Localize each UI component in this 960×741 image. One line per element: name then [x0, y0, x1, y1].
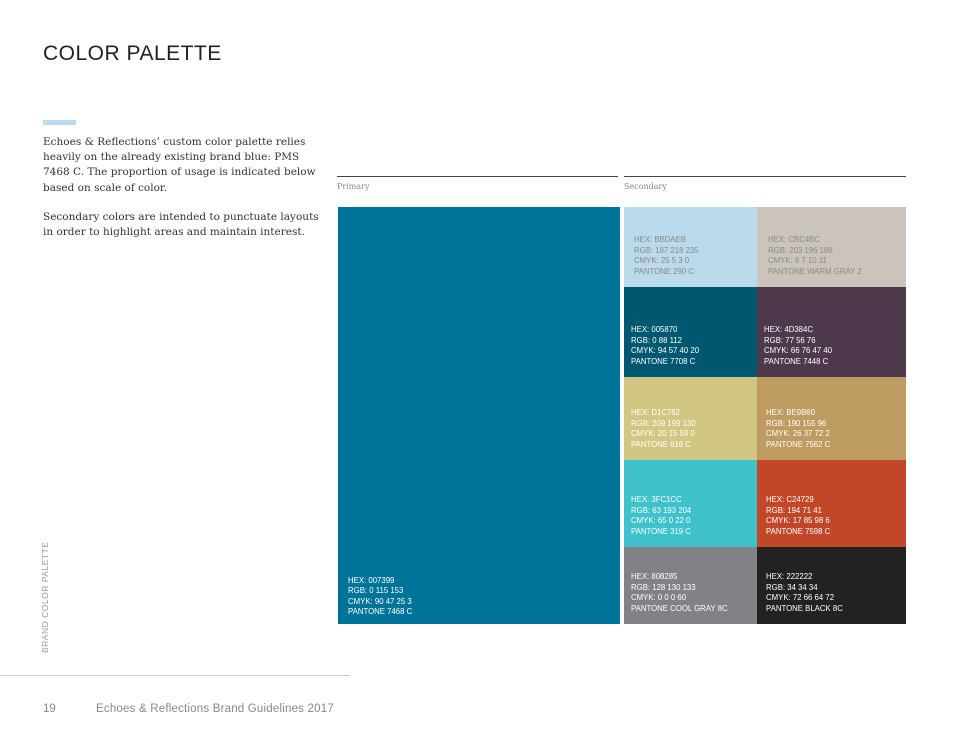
swatch-cmyk: CMYK: 72 66 64 72 [766, 593, 835, 603]
footer-divider [0, 675, 350, 676]
page-number: 19 [43, 703, 56, 715]
swatch-pantone: PANTONE COOL GRAY 8C [631, 603, 728, 613]
swatch-cmyk: CMYK: 20 15 59 0 [631, 429, 695, 439]
accent-bar [43, 120, 76, 125]
primary-swatch [338, 207, 620, 624]
secondary-swatch [757, 377, 906, 460]
secondary-swatch-specs [757, 408, 906, 450]
swatch-hex: HEX: CBC4BC [768, 235, 820, 244]
swatch-cmyk: CMYK: 66 76 47 40 [764, 346, 833, 356]
swatch-hex: HEX: 808285 [631, 572, 678, 581]
swatch-hex: HEX: BBDAEB [634, 235, 686, 244]
swatch-pantone: PANTONE BLACK 8C [766, 603, 843, 613]
secondary-swatch-specs [757, 235, 906, 277]
swatch-hex: HEX: 3FC1CC [631, 495, 682, 504]
swatch-pantone: PANTONE 319 C [631, 526, 691, 536]
secondary-swatch [757, 287, 906, 377]
swatch-rgb: RGB: 0 88 112 [631, 335, 682, 345]
swatch-hex: HEX: 007399 [348, 575, 395, 585]
secondary-swatch [757, 460, 906, 547]
swatch-rgb: RGB: 77 56 76 [764, 335, 816, 345]
secondary-swatch [757, 547, 906, 624]
swatch-hex: HEX: 4D384C [764, 325, 813, 334]
secondary-swatch-specs [757, 572, 906, 614]
footer-document-title: Echoes & Reflections Brand Guidelines 2017 [96, 703, 334, 715]
secondary-swatch-specs [757, 325, 906, 367]
swatch-hex: HEX: C24729 [766, 495, 814, 504]
secondary-swatch-specs [624, 408, 757, 450]
swatch-cmyk: CMYK: 25 5 3 0 [634, 256, 690, 266]
page-title: COLOR PALETTE [43, 42, 222, 65]
intro-paragraph-1: Echoes & Reflections’ custom color palette relies heavily on the already existing brand blue: PMS 7468 C. The proportion of usage is indicated below based on scale of color. [43, 136, 316, 194]
swatch-rgb: RGB: 209 199 130 [631, 418, 696, 428]
swatch-cmyk: CMYK: 65 0 22 0 [631, 516, 691, 526]
secondary-swatch [624, 547, 757, 624]
swatch-cmyk: CMYK: 6 7 10 11 [768, 256, 827, 266]
swatch-hex: HEX: 005870 [631, 325, 678, 334]
swatch-cmyk: CMYK: 17 85 98 6 [766, 516, 830, 526]
swatch-rgb: RGB: 0 115 153 [348, 586, 404, 596]
swatch-cmyk: CMYK: 0 0 0 60 [631, 593, 687, 603]
intro-paragraph-2: Secondary colors are intended to punctuate layouts in order to highlight areas and maintain interest. [43, 210, 319, 239]
swatch-hex: HEX: 222222 [766, 572, 813, 581]
swatch-rgb: RGB: 187 218 235 [634, 245, 699, 255]
swatch-pantone: PANTONE 7562 C [766, 439, 831, 449]
secondary-swatch [757, 207, 906, 287]
primary-column-rule [337, 176, 618, 177]
swatch-pantone: PANTONE 290 C [634, 266, 694, 276]
secondary-swatch [624, 207, 757, 287]
side-section-label: BRAND COLOR PALETTE [40, 541, 50, 653]
swatch-cmyk: CMYK: 90 47 25 3 [348, 596, 412, 606]
primary-swatch-specs [338, 576, 620, 618]
swatch-rgb: RGB: 63 193 204 [631, 505, 692, 515]
swatch-hex: HEX: BE9B60 [766, 408, 815, 417]
swatch-cmyk: CMYK: 94 57 40 20 [631, 346, 700, 356]
swatch-pantone: PANTONE WARM GRAY 2 [768, 266, 862, 276]
swatch-hex: HEX: D1C782 [631, 408, 680, 417]
swatch-cmyk: CMYK: 26 37 72 2 [766, 429, 830, 439]
secondary-column-label: Secondary [624, 182, 667, 191]
secondary-column-rule [624, 176, 906, 177]
secondary-swatch-specs [624, 235, 757, 277]
secondary-swatch [624, 377, 757, 460]
swatch-pantone: PANTONE 7708 C [631, 356, 696, 366]
swatch-rgb: RGB: 190 155 96 [766, 418, 827, 428]
swatch-rgb: RGB: 194 71 41 [766, 505, 822, 515]
swatch-pantone: PANTONE 616 C [631, 439, 691, 449]
secondary-swatch [624, 287, 757, 377]
secondary-swatch-specs [757, 495, 906, 537]
swatch-rgb: RGB: 128 130 133 [631, 582, 696, 592]
swatch-pantone: PANTONE 7448 C [764, 356, 829, 366]
secondary-swatch-specs [624, 572, 757, 614]
intro-text [43, 135, 328, 254]
secondary-swatch-specs [624, 325, 757, 367]
swatch-rgb: RGB: 34 34 34 [766, 582, 818, 592]
swatch-pantone: PANTONE 7468 C [348, 607, 413, 617]
swatch-rgb: RGB: 203 196 188 [768, 245, 833, 255]
secondary-swatch-specs [624, 495, 757, 537]
secondary-swatch [624, 460, 757, 547]
primary-column-label: Primary [337, 182, 370, 191]
swatch-pantone: PANTONE 7598 C [766, 526, 831, 536]
